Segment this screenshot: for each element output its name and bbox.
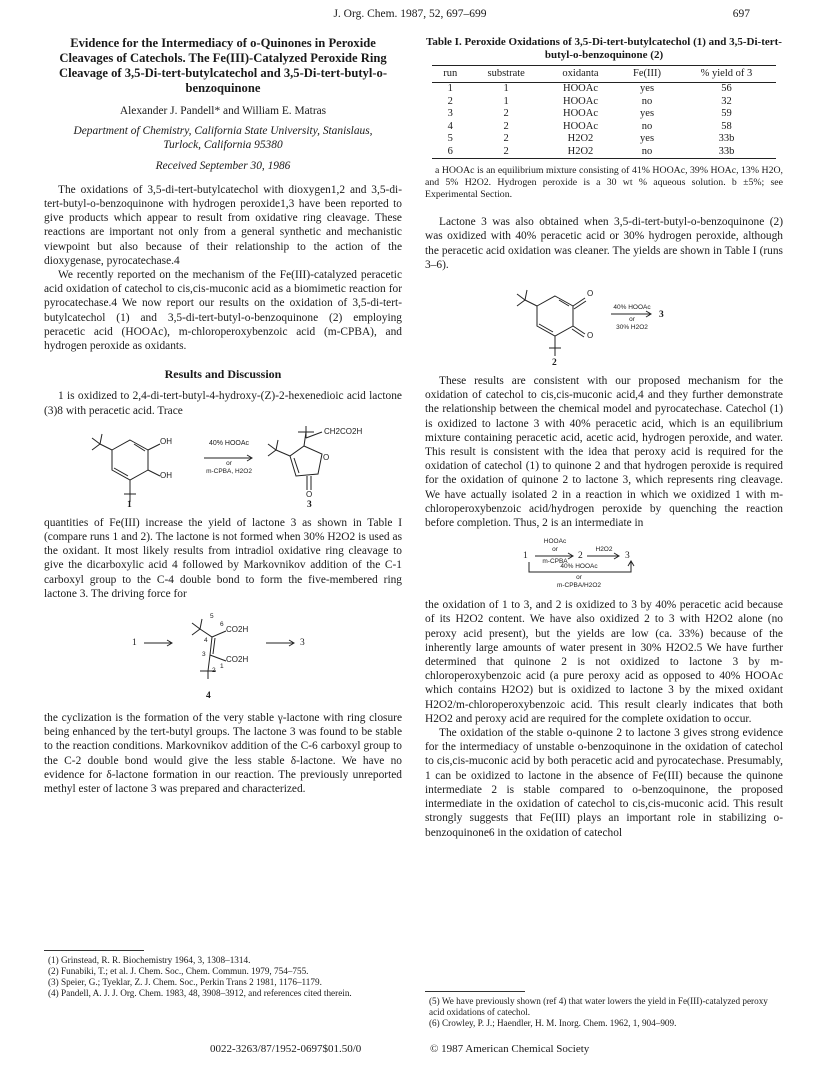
table-note: a HOOAc is an equilibrium mixture consisting of 41% HOOAc, 39% HOAc, 13% H2O, and 5% H2O2. Hydrogen peroxide is a 30 wt % aqueous solution. b ±5%; see Experimental Section.	[425, 165, 783, 201]
table-cell: 4	[447, 120, 453, 132]
table-row	[432, 146, 776, 159]
table-cell: 58	[721, 120, 732, 132]
right-footnote-rule	[425, 991, 525, 992]
scheme-2-num-1: 1	[220, 663, 224, 671]
scheme-4-a-top: HOOAc	[543, 538, 567, 546]
scheme-2-start: 1	[132, 638, 137, 649]
footnote-6: (6) Crowley, P. J.; Haendler, H. M. Inorg. Chem. 1962, 1, 904–909.	[429, 1018, 677, 1028]
scheme-4	[425, 536, 783, 592]
table-cell: yes	[640, 133, 655, 145]
table-header-oxidant: oxidanta	[544, 66, 617, 83]
scheme-1-oh-bottom: OH	[160, 470, 172, 480]
right-paragraph-1: Lactone 3 was also obtained when 3,5-di-tert-butyl-o-benzoquinone (2) was oxidized with 40% peracetic acid or 30% hydrogen peroxide, although the peracetic acid oxidation was cleaner. The yields are shown in Table I (runs 3–6).	[425, 216, 783, 271]
scheme-1-compound-3: 3	[307, 499, 312, 510]
scheme-4-c-mid: or	[576, 574, 582, 582]
table-cell: no	[641, 120, 653, 132]
right-paragraph-4: The oxidation of the stable o-quinone 2 to lactone 3 gives strong evidence for the intermediacy of unstable o-benzoquinone in the oxidation of catechol to cis,cis-muconic acid by both peracetic acid and pyrocatechase. Presumably, 1 can be oxidized to lactone in the absence of Fe(III) because the quinone intermediate 2 is stable compared to o-benzoquinone, the proposed intermediate in the oxidation of catechol to cis,cis-muconic acid. This result strongly suggests that Fe(III) plays an important role in stabilizing o-benzoquinone6 in the oxidation of catechol	[425, 727, 783, 839]
scheme-4-c-bot: m-CPBA/H2O2	[556, 582, 602, 590]
scheme-2-num-4: 4	[204, 637, 208, 645]
table-row	[432, 133, 776, 146]
scheme-2	[44, 607, 402, 705]
table-row	[432, 121, 776, 134]
table-cell: 5	[447, 133, 453, 145]
table-cell: HOOAc	[562, 120, 598, 132]
page-number: 697	[732, 8, 750, 20]
received-date: Received September 30, 1986	[155, 159, 291, 172]
scheme-2-compound-4: 4	[206, 691, 211, 702]
scheme-1-arrow-mid: or	[226, 459, 232, 467]
scheme-4-mid: 2	[578, 551, 583, 562]
footer-code: 0022-3263/87/1952-0697$01.50/0	[210, 1043, 362, 1055]
right-paragraph-2: These results are consistent with our proposed mechanism for the oxidation of catechol to cis,cis-muconic acid,4 and they further demonstrate the relationship between the chemical model and pyrocatechase. Catechol (1) is oxidized to lactone 3 with 40% peracetic acid, which is an equilibrium mixture containing peracetic acid, acetic acid, hydrogen peroxide, and water. This result is consistent with the idea that peroxy acid is required for the oxidation of catechol (1) to quinone 2 and that hydrogen peroxide is required for the oxidation of quinone 2 to lactone 3, which represents ring cleavage. We have actually isolated 2 in a reaction in which we oxidized 1 with m-chloroperoxybenzoic acid/hydrogen peroxide by quenching the reaction before completion. Thus, 2 is an intermediate in	[425, 375, 783, 530]
scheme-1-o-ring: O	[323, 452, 330, 462]
table-cell: 2	[503, 108, 509, 120]
footnote-2: (2) Funabiki, T.; et al. J. Chem. Soc., Chem. Commun. 1979, 754–755.	[48, 966, 309, 976]
scheme-3-product: 3	[659, 310, 664, 321]
scheme-3	[425, 278, 783, 368]
article-affiliation: Department of Chemistry, California State University, Stanislaus, Turlock, California 95380	[73, 125, 373, 152]
scheme-1	[44, 424, 402, 510]
table-cell: 1	[503, 83, 509, 95]
scheme-4-start: 1	[523, 551, 528, 562]
table-header-row	[432, 66, 776, 83]
scheme-2-num-5: 5	[210, 613, 214, 621]
footnote-4: (4) Pandell, A. J. J. Org. Chem. 1983, 48, 3908–3912, and references cited therein.	[48, 988, 352, 998]
footnote-1: (1) Grinstead, R. R. Biochemistry 1964, 3, 1308–1314.	[48, 955, 251, 965]
footnote-5: (5) We have previously shown (ref 4) that water lowers the yield in Fe(III)-catalyzed peroxy acid oxidations of catechol.	[429, 996, 768, 1017]
results-paragraph-3: the cyclization is the formation of the very stable γ-lactone with ring closure being enhanced by the tert-butyl groups. The lactone 3 was found to be stable to the reaction conditions. Markovnikov addition of the C-6 carboxyl group to the C-2 double bond would give the less stable δ-lactone. We have no evidence for δ-lactone formation in our reaction. The previously unreported methyl ester of lactone 3 was prepared and characterized.	[44, 712, 402, 796]
table-header-substrate: substrate	[469, 66, 544, 83]
scheme-2-co2h-b: CO2H	[226, 655, 249, 665]
table-cell: HOOAc	[562, 108, 598, 120]
scheme-4-end: 3	[625, 551, 630, 562]
left-footnotes	[48, 955, 400, 999]
table-cell: no	[617, 146, 677, 159]
scheme-1-arrow-top: 40% HOOAc	[208, 439, 250, 447]
table-cell: 2	[469, 146, 544, 159]
scheme-2-num-3: 3	[202, 651, 206, 659]
scheme-3-arrow-top: 40% HOOAc	[613, 304, 651, 312]
table-row	[432, 108, 776, 121]
table-cell: 1	[503, 95, 509, 107]
table-cell: 33b	[718, 133, 735, 145]
table-cell: H2O2	[544, 146, 617, 159]
section-heading: Results and Discussion	[164, 367, 282, 382]
table-cell: HOOAc	[562, 83, 598, 95]
table-1	[432, 65, 776, 159]
table-cell: HOOAc	[562, 95, 598, 107]
scheme-1-compound-1: 1	[127, 499, 132, 510]
article-authors: Alexander J. Pandell* and William E. Matras	[119, 105, 327, 117]
footnote-3: (3) Speier, G.; Tyeklar, Z. J. Chem. Soc., Perkin Trans 2 1981, 1176–1179.	[48, 977, 322, 987]
results-paragraph-1: 1 is oxidized to 2,4-di-tert-butyl-4-hydroxy-(Z)-2-hexenedioic acid lactone (3)8 with peracetic acid. Trace	[44, 390, 402, 417]
table-row	[432, 96, 776, 109]
left-column	[44, 36, 402, 796]
scheme-1-oh-top: OH	[160, 436, 172, 446]
scheme-3-arrow-bottom: 30% H2O2	[616, 324, 648, 332]
scheme-4-c-top: 40% HOOAc	[560, 563, 598, 571]
scheme-3-arrow-mid: or	[629, 316, 635, 324]
scheme-1-o-carbonyl: O	[306, 489, 313, 499]
left-footnote-rule	[44, 950, 144, 951]
table-cell: 3	[447, 108, 453, 120]
intro-paragraph-1: The oxidations of 3,5-di-tert-butylcatechol with dioxygen1,2 and 3,5-di-tert-butyl-o-benzoquinone with hydrogen peroxide1,3 have been reported to give products which appear to result from oxidative ring cleavage. These reactions are important not only from a general synthetic and mechanistic viewpoint but also because of their relationship to the action of the dioxygenase, pyrocatechase.4	[44, 183, 402, 267]
table-cell: 59	[721, 108, 732, 120]
table-caption: Table I. Peroxide Oxidations of 3,5-Di-tert-butylcatechol (1) and 3,5-Di-tert-butyl-o-benzoquinone (2)	[426, 36, 782, 61]
right-column	[425, 36, 783, 840]
running-title: J. Org. Chem. 1987, 52, 697–699	[333, 8, 487, 20]
table-cell: 32	[721, 95, 732, 107]
scheme-4-b-top: H2O2	[595, 546, 613, 554]
table-cell: 56	[721, 83, 732, 95]
scheme-1-arrow-bottom: m-CPBA, H2O2	[206, 467, 252, 475]
table-cell: 33b	[677, 146, 776, 159]
table-header-yield: % yield of 3	[677, 66, 776, 83]
scheme-3-compound-2: 2	[552, 358, 557, 369]
scheme-1-ch2co2h: CH2CO2H	[324, 426, 363, 436]
scheme-2-co2h-a: CO2H	[226, 625, 249, 635]
table-cell: no	[641, 95, 653, 107]
scheme-2-num-6: 6	[220, 621, 224, 629]
table-cell: 2	[503, 120, 509, 132]
scheme-3-o-top: O	[587, 289, 594, 299]
scheme-4-a-mid: or	[552, 546, 558, 554]
table-cell: 2	[503, 133, 509, 145]
article-title: Evidence for the Intermediacy of o-Quinones in Peroxide Cleavages of Catechols. The Fe(III)-Catalyzed Peroxide Ring Cleavage of 3,5-Di-tert-butylcatechol and 3,5-Di-tert-butyl-o-benzoquinone	[58, 36, 388, 95]
table-cell: 6	[432, 146, 469, 159]
table-cell: H2O2	[567, 133, 594, 145]
scheme-2-end: 3	[300, 638, 305, 649]
table-row	[432, 83, 776, 96]
table-cell: 1	[447, 83, 453, 95]
table-cell: yes	[640, 108, 655, 120]
scheme-3-o-bottom: O	[587, 331, 594, 341]
right-paragraph-3: the oxidation of 1 to 3, and 2 is oxidized to 3 by 40% peracetic acid because of its H2O2 content. We have also oxidized 2 to 3 with H2O2 alone (no peroxy acid present), but the yields are low (ca. 33%) because of the inherently large amounts of water present in 30% H2O2.5 We have further determined that quinone 2 is not oxidized to lactone 3 by m-chloroperoxybenzoic acid (a pure peroxy acid as opposed to 40% HOOAc which contains H2O2) but is oxidized to lactone 3 by the mixed oxidant H2O2/m-chloroperoxybenzoic acid. This result clearly indicates that both H2O2 and peroxy acid are required for the complete oxidation to occur.	[425, 599, 783, 725]
table-cell: 2	[447, 95, 453, 107]
scheme-2-num-2: 2	[212, 667, 216, 675]
table-cell: yes	[640, 83, 655, 95]
scheme-4-a-bot: m-CPBA	[542, 558, 568, 566]
right-footnotes	[429, 996, 783, 1029]
footer-copyright: © 1987 American Chemical Society	[430, 1043, 590, 1055]
scheme-3-drawing	[425, 278, 783, 368]
results-paragraph-2: quantities of Fe(III) increase the yield of lactone 3 as shown in Table I (compare runs 1 and 2). The lactone is not formed when 30% H2O2 is used as the oxidant. It most likely results from intradiol oxidative ring cleavage to give the dicarboxylic acid 4 followed by Markovnikov addition of the C-1 carboxyl group to the C-4 double bond to form the five-membered ring lactone 3. The driving force for	[44, 516, 402, 600]
table-header-fe: Fe(III)	[617, 66, 677, 83]
table-header-run: run	[432, 66, 469, 83]
intro-paragraph-2: We recently reported on the mechanism of the Fe(III)-catalyzed peracetic acid oxidation of catechol to cis,cis-muconic acid as a biomimetic reaction for pyrocatechase.4 We now report our results on the oxidation of 3,5-di-tert-butylcatechol (1) and 3,5-di-tert-butyl-o-benzoquinone (2) employing peracetic acid (HOOAc), m-chloroperoxybenzoic acid (m-CPBA), and hydrogen peroxide as oxidants.	[44, 269, 402, 353]
